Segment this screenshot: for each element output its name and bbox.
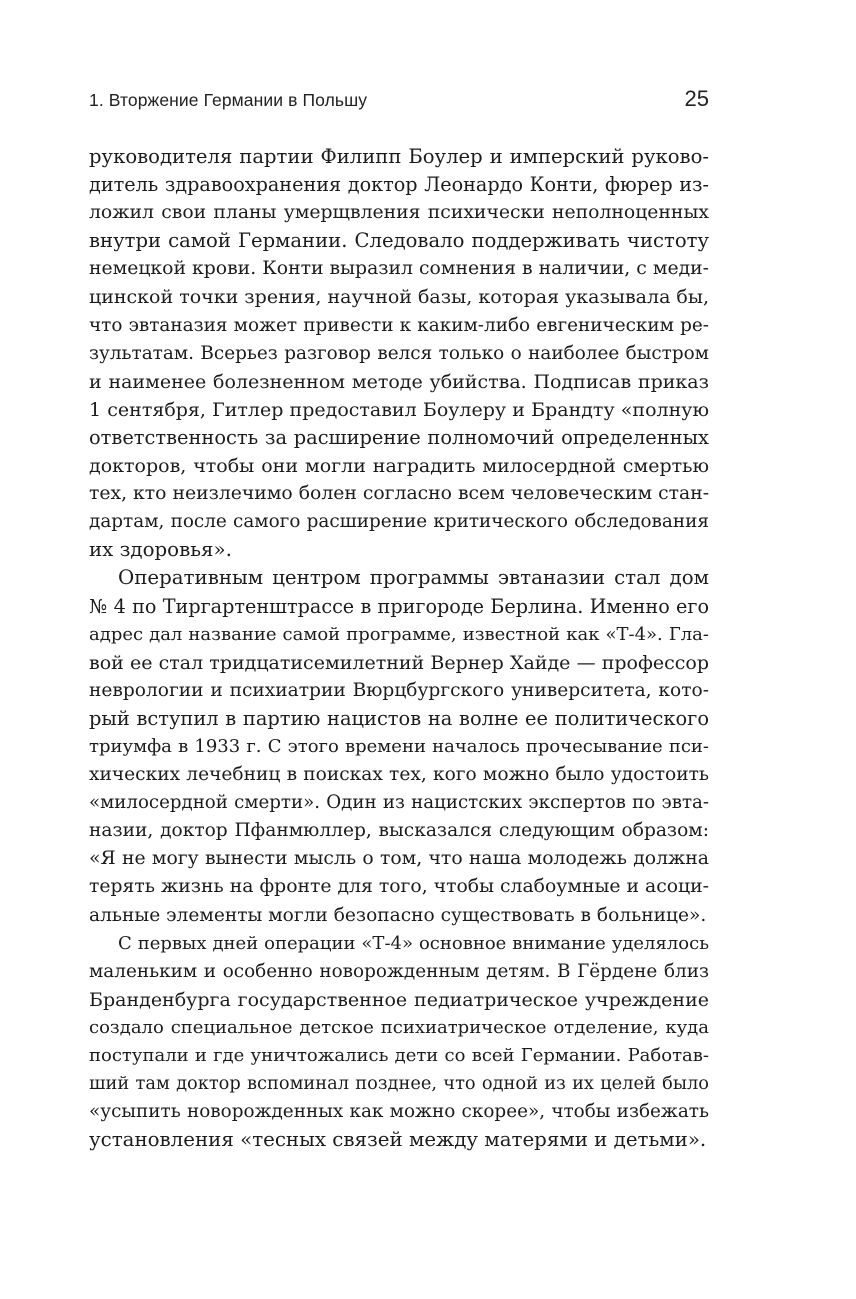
text-line: С первых дней операции «Т-4» основное внимание уделялось	[118, 932, 709, 954]
text-line: дартам, после самого расширение критического обследования	[89, 511, 709, 533]
text-line: их здоровья».	[89, 538, 232, 562]
page-number: 25	[684, 86, 709, 111]
text-line: «усыпить новорожденных как можно скорее», чтобы избежать	[89, 1101, 709, 1123]
text-line: маленьким и особенно новорожденным детям. В Гёрдене близ	[89, 960, 709, 982]
text-line: установления «тесных связей между матерями и детьми».	[89, 1128, 707, 1152]
text-line: «Я не могу вынести мысль о том, что наша молодежь должна	[89, 848, 709, 870]
text-line: альные элементы могли безопасно существовать в больнице».	[89, 904, 707, 926]
chapter-title: 1. Вторжение Германии в Польшу	[89, 90, 368, 110]
running-header	[89, 86, 709, 116]
text-line: хических лечебниц в поисках тех, кого можно было удостоить	[89, 764, 709, 786]
text-line: ответственность за расширение полномочий определенных	[89, 425, 709, 449]
text-line: терять жизнь на фронте для того, чтобы слабоумные и асоци-	[89, 876, 709, 898]
text-line: Бранденбурга государственное педиатрическое учреждение	[89, 988, 709, 1011]
text-line: руководителя партии Филипп Боулер и имперский руково-	[89, 145, 709, 168]
text-line: ложил свои планы умерщвления психически неполноценных	[89, 202, 709, 224]
text-line: зультатам. Всерьез разговор велся только о наиболее быстром	[89, 342, 709, 364]
text-line: «милосердной смерти». Один из нацистских экспертов по эвта-	[89, 792, 709, 814]
text-line: внутри самой Германии. Следовало поддерживать чистоту	[89, 229, 709, 253]
text-line: что эвтаназия может привести к каким-либо евгеническим ре-	[89, 314, 709, 336]
text-line: рый вступил в партию нацистов на волне ее политического	[89, 706, 709, 730]
text-line: назии, доктор Пфанмюллер, высказался следующим образом:	[89, 820, 709, 842]
text-line: № 4 по Тиргартенштрассе в пригороде Берлина. Именно его	[89, 594, 709, 618]
text-line: докторов, чтобы они могли наградить милосердной смертью	[89, 455, 709, 478]
paragraph-1	[89, 143, 709, 564]
text-line: триумфа в 1933 г. С этого времени началось прочесывание пси-	[89, 735, 709, 757]
text-line: Оперативным центром программы эвтаназии стал дом	[118, 566, 709, 590]
paragraph-2	[89, 564, 709, 929]
text-line: 1 сентября, Гитлер предоставил Боулеру и Брандту «полную	[89, 398, 709, 421]
text-line: создало специальное детское психиатрическое отделение, куда	[89, 1016, 709, 1038]
text-line: неврологии и психиатрии Вюрцбургского университета, кото-	[89, 679, 709, 701]
body-text	[89, 143, 709, 1154]
text-line: цинской точки зрения, научной базы, которая указывала бы,	[89, 286, 709, 309]
text-line: вой ее стал тридцатисемилетний Вернер Хайде — профессор	[89, 651, 709, 674]
text-line: дитель здравоохранения доктор Леонардо Конти, фюрер из-	[89, 173, 709, 197]
text-line: немецкой крови. Конти выразил сомнения в наличии, с меди-	[89, 258, 709, 280]
paragraph-3	[89, 930, 709, 1155]
text-line: ший там доктор вспоминал позднее, что одной из их целей было	[89, 1073, 709, 1095]
text-line: адрес дал название самой программе, известной как «Т-4». Гла-	[89, 623, 709, 645]
text-line: тех, кто неизлечимо болен согласно всем человеческим стан-	[89, 483, 709, 505]
text-line: и наименее болезненном методе убийства. Подписав приказ	[89, 370, 709, 393]
text-line: поступали и где уничтожались дети со всей Германии. Работав-	[89, 1045, 709, 1066]
